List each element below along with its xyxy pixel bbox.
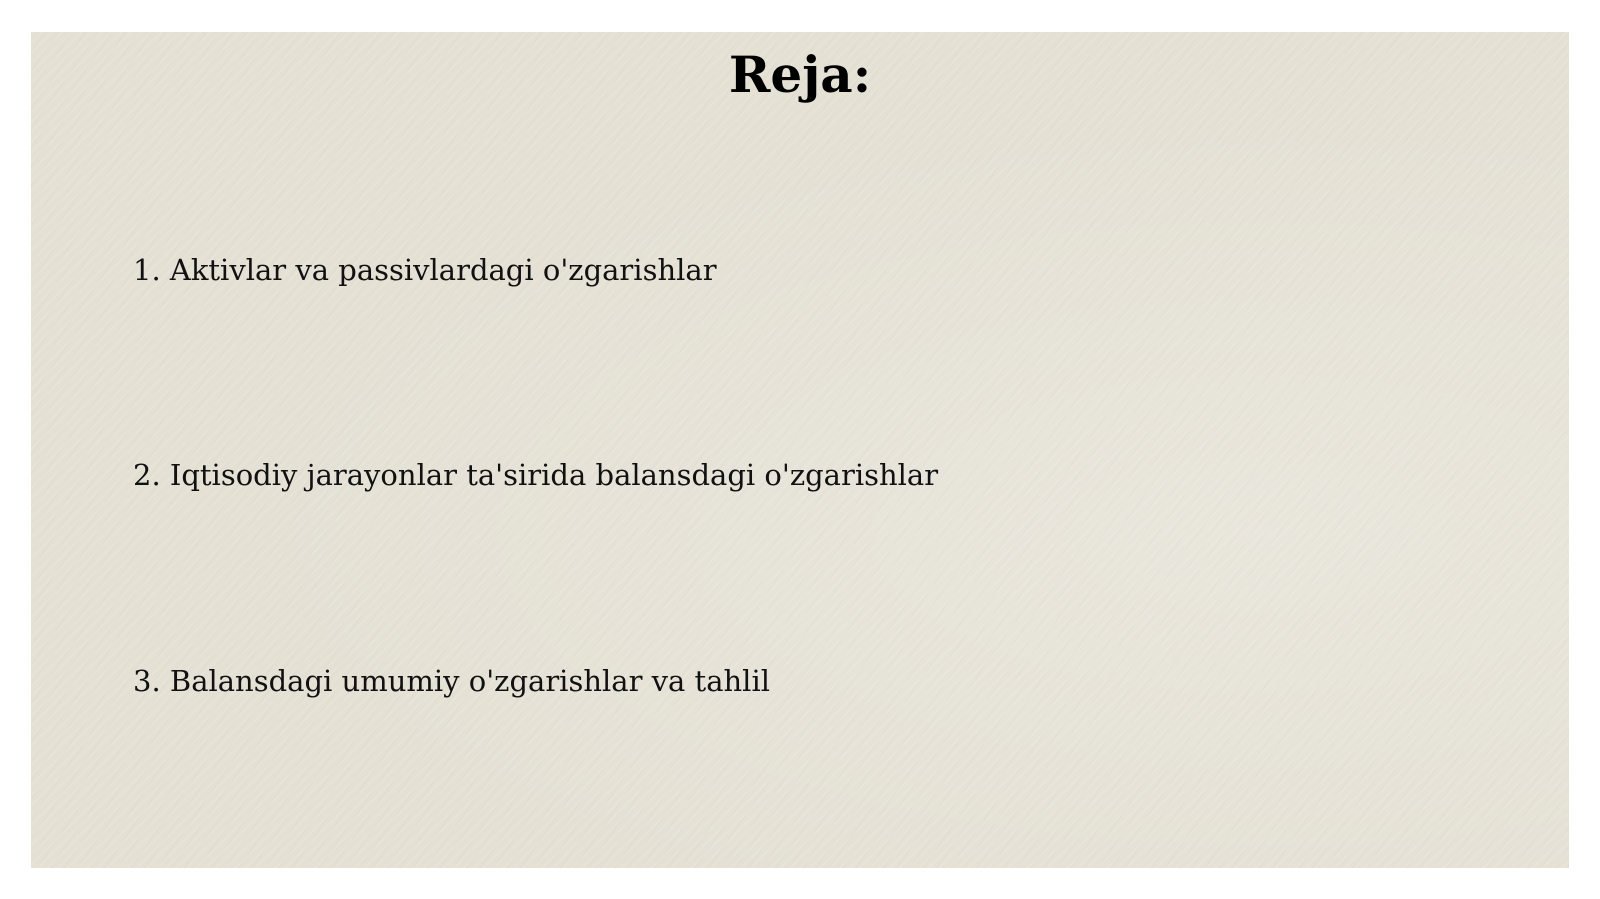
plan-item-1: 1. Aktivlar va passivlardagi o'zgarishlar — [133, 253, 717, 287]
plan-list — [133, 32, 1433, 868]
slide-title: Reja: — [728, 45, 872, 104]
plan-item-3: 3. Balansdagi umumiy o'zgarishlar va tahlil — [133, 664, 770, 698]
slide — [31, 32, 1569, 868]
plan-item-2: 2. Iqtisodiy jarayonlar ta'sirida balansdagi o'zgarishlar — [133, 458, 939, 492]
